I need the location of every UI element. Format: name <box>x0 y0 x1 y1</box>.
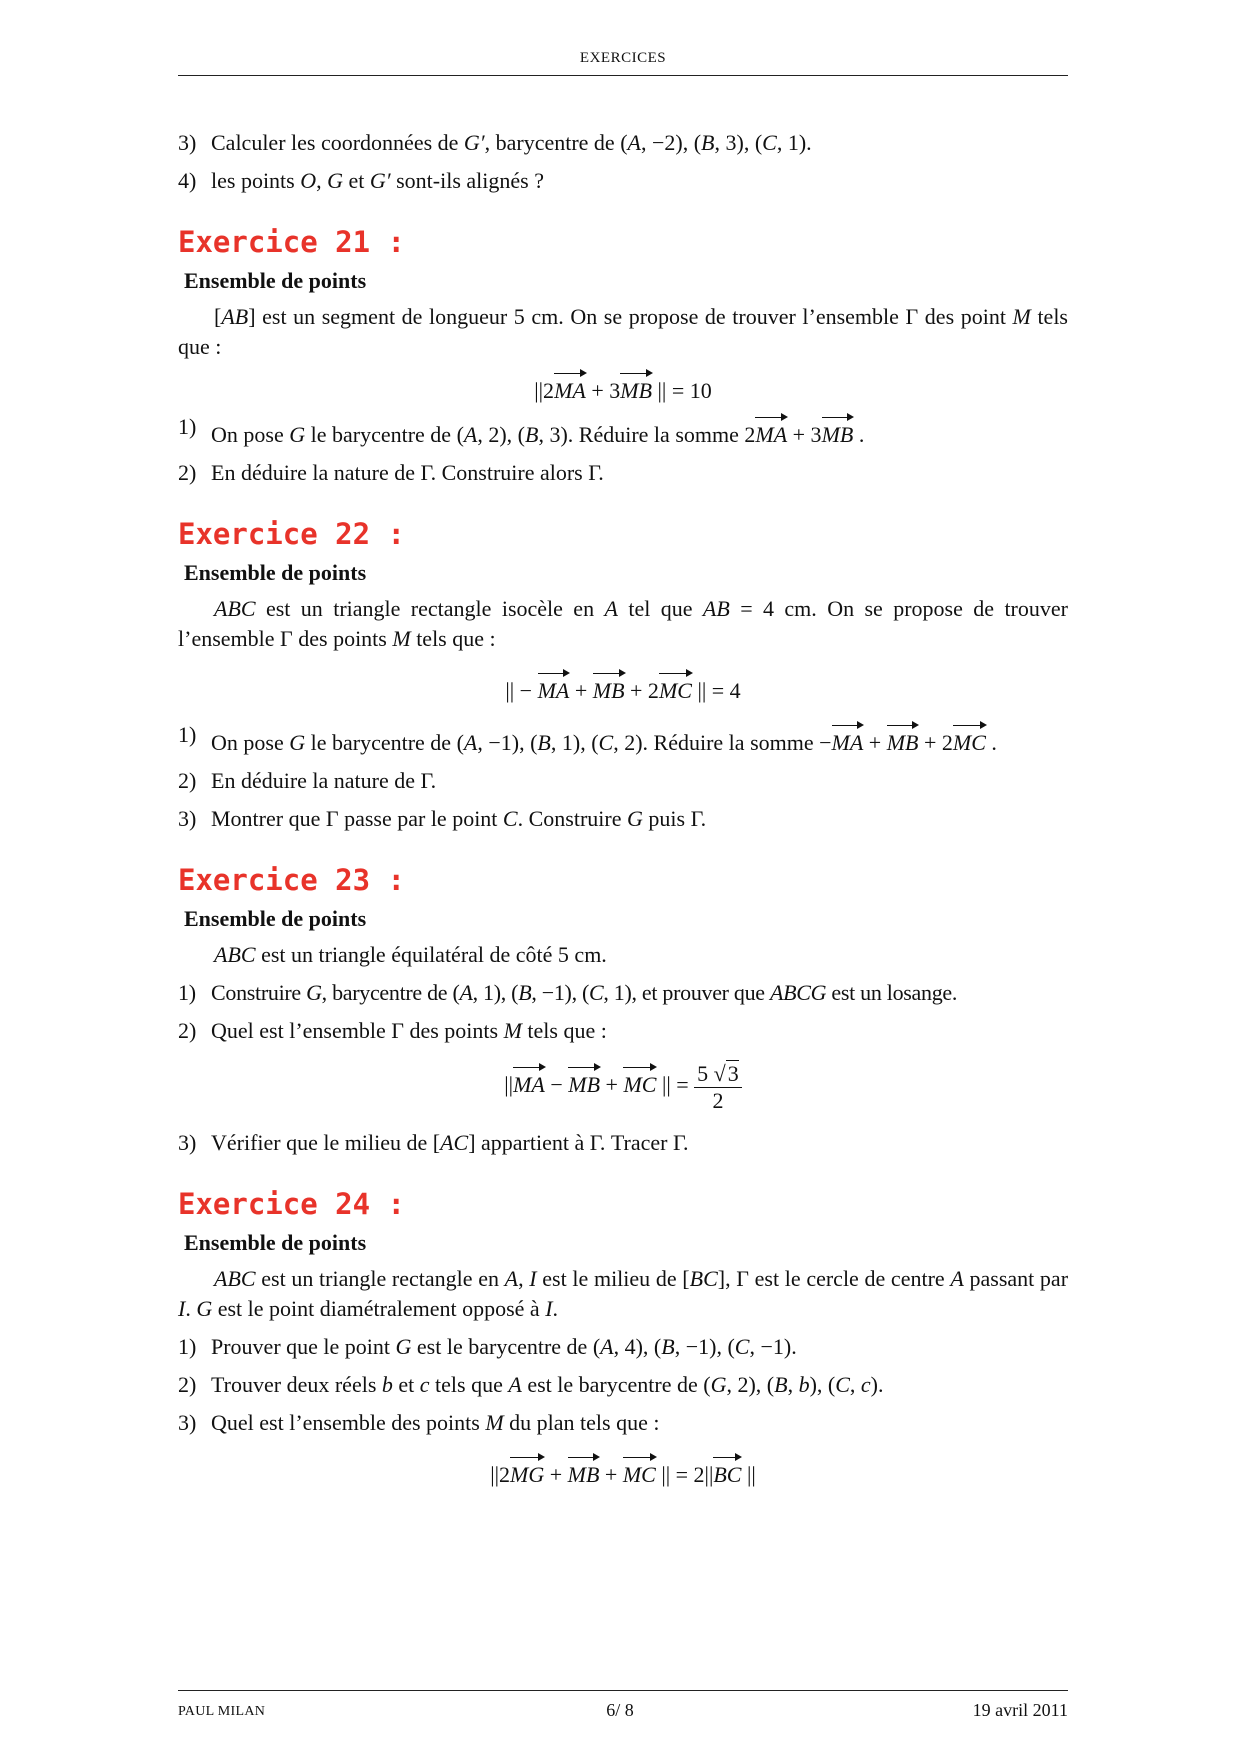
exercise-22-q2: 2) En déduire la nature de Γ. <box>178 768 437 793</box>
exercise-21-subtitle: Ensemble de points <box>184 268 367 293</box>
exercise-24-q1: 1) Prouver que le point G est le barycentre de (A, 4), (B, −1), (C, −1). <box>178 1334 797 1359</box>
header-rule <box>178 75 1068 76</box>
page-header: EXERCICES <box>579 50 667 66</box>
exercise-22-statement: ABC est un triangle rectangle isocèle en A tel que AB = 4 cm. On se propose de trouver l’ensemble Γ des points M tels que : <box>178 596 1068 651</box>
exercise-23-statement: ABC est un triangle équilatéral de côté 5 cm. <box>214 942 607 967</box>
exercise-22-q1: 1) On pose G le barycentre de (A, −1), (B, 1), (C, 2). Réduire la somme −MA + MB + 2MC . <box>178 720 1068 758</box>
footer-author: PAUL MILAN <box>178 1704 266 1719</box>
exercise-21-title: Exercice 21 : <box>178 225 405 259</box>
intro-q3: 3) Calculer les coordonnées de G′, barycentre de (A, −2), (B, 3), (C, 1). <box>178 130 812 155</box>
exercise-22-subtitle: Ensemble de points <box>184 560 367 585</box>
exercise-23-q2: 2) Quel est l’ensemble Γ des points M tels que : <box>178 1018 607 1043</box>
page-content <box>178 128 1068 1504</box>
exercise-24-formula: ||2MG + MB + MC || = 2||BC || <box>178 1452 1068 1490</box>
exercise-21-q2: 2) En déduire la nature de Γ. Construire alors Γ. <box>178 460 604 485</box>
intro-q4: 4) les points O, G et G′ sont-ils alignés ? <box>178 168 544 193</box>
footer-page-number: 6/ 8 <box>606 1700 634 1720</box>
exercise-21-statement: [AB] est un segment de longueur 5 cm. On se propose de trouver l’ensemble Γ des point M tels que : <box>178 304 1068 359</box>
exercise-24-q3: 3) Quel est l’ensemble des points M du plan tels que : <box>178 1410 660 1435</box>
exercise-22-formula: || − MA + MB + 2MC || = 4 <box>178 668 1068 706</box>
exercise-24-subtitle: Ensemble de points <box>184 1230 367 1255</box>
footer-date: 19 avril 2011 <box>972 1700 1068 1720</box>
exercise-24-title: Exercice 24 : <box>178 1187 405 1221</box>
exercise-23-q3: 3) Vérifier que le milieu de [AC] appartient à Γ. Tracer Γ. <box>178 1130 689 1155</box>
exercise-24-q2: 2) Trouver deux réels b et c tels que A est le barycentre de (G, 2), (B, b), (C, c). <box>178 1372 884 1397</box>
exercise-23-formula: ||MA − MB + MC || = $\frac{5 √3}{2}$ <box>178 1060 1068 1114</box>
exercise-23-title: Exercice 23 : <box>178 863 405 897</box>
exercise-23-subtitle: Ensemble de points <box>184 906 367 931</box>
footer-rule <box>178 1690 1068 1691</box>
exercise-23-q1: 1) Construire G, barycentre de (A, 1), (B, −1), (C, 1), et prouver que ABCG est un losange. <box>178 980 958 1005</box>
fraction: $\frac{5 √3}{2}$ <box>694 1060 742 1114</box>
exercise-22-title: Exercice 22 : <box>178 517 405 551</box>
exercise-22-q3: 3) Montrer que Γ passe par le point C. Construire G puis Γ. <box>178 806 707 831</box>
exercise-21-q1: 1) On pose G le barycentre de (A, 2), (B, 3). Réduire la somme 2MA + 3MB . <box>178 412 1068 450</box>
exercise-24-statement: ABC est un triangle rectangle en A, I est le milieu de [BC], Γ est le cercle de centre A passant par I. G est le point diamétralement opposé à I. <box>178 1266 1069 1321</box>
exercise-21-formula: ||2MA + 3MB || = 10 <box>178 368 1068 406</box>
